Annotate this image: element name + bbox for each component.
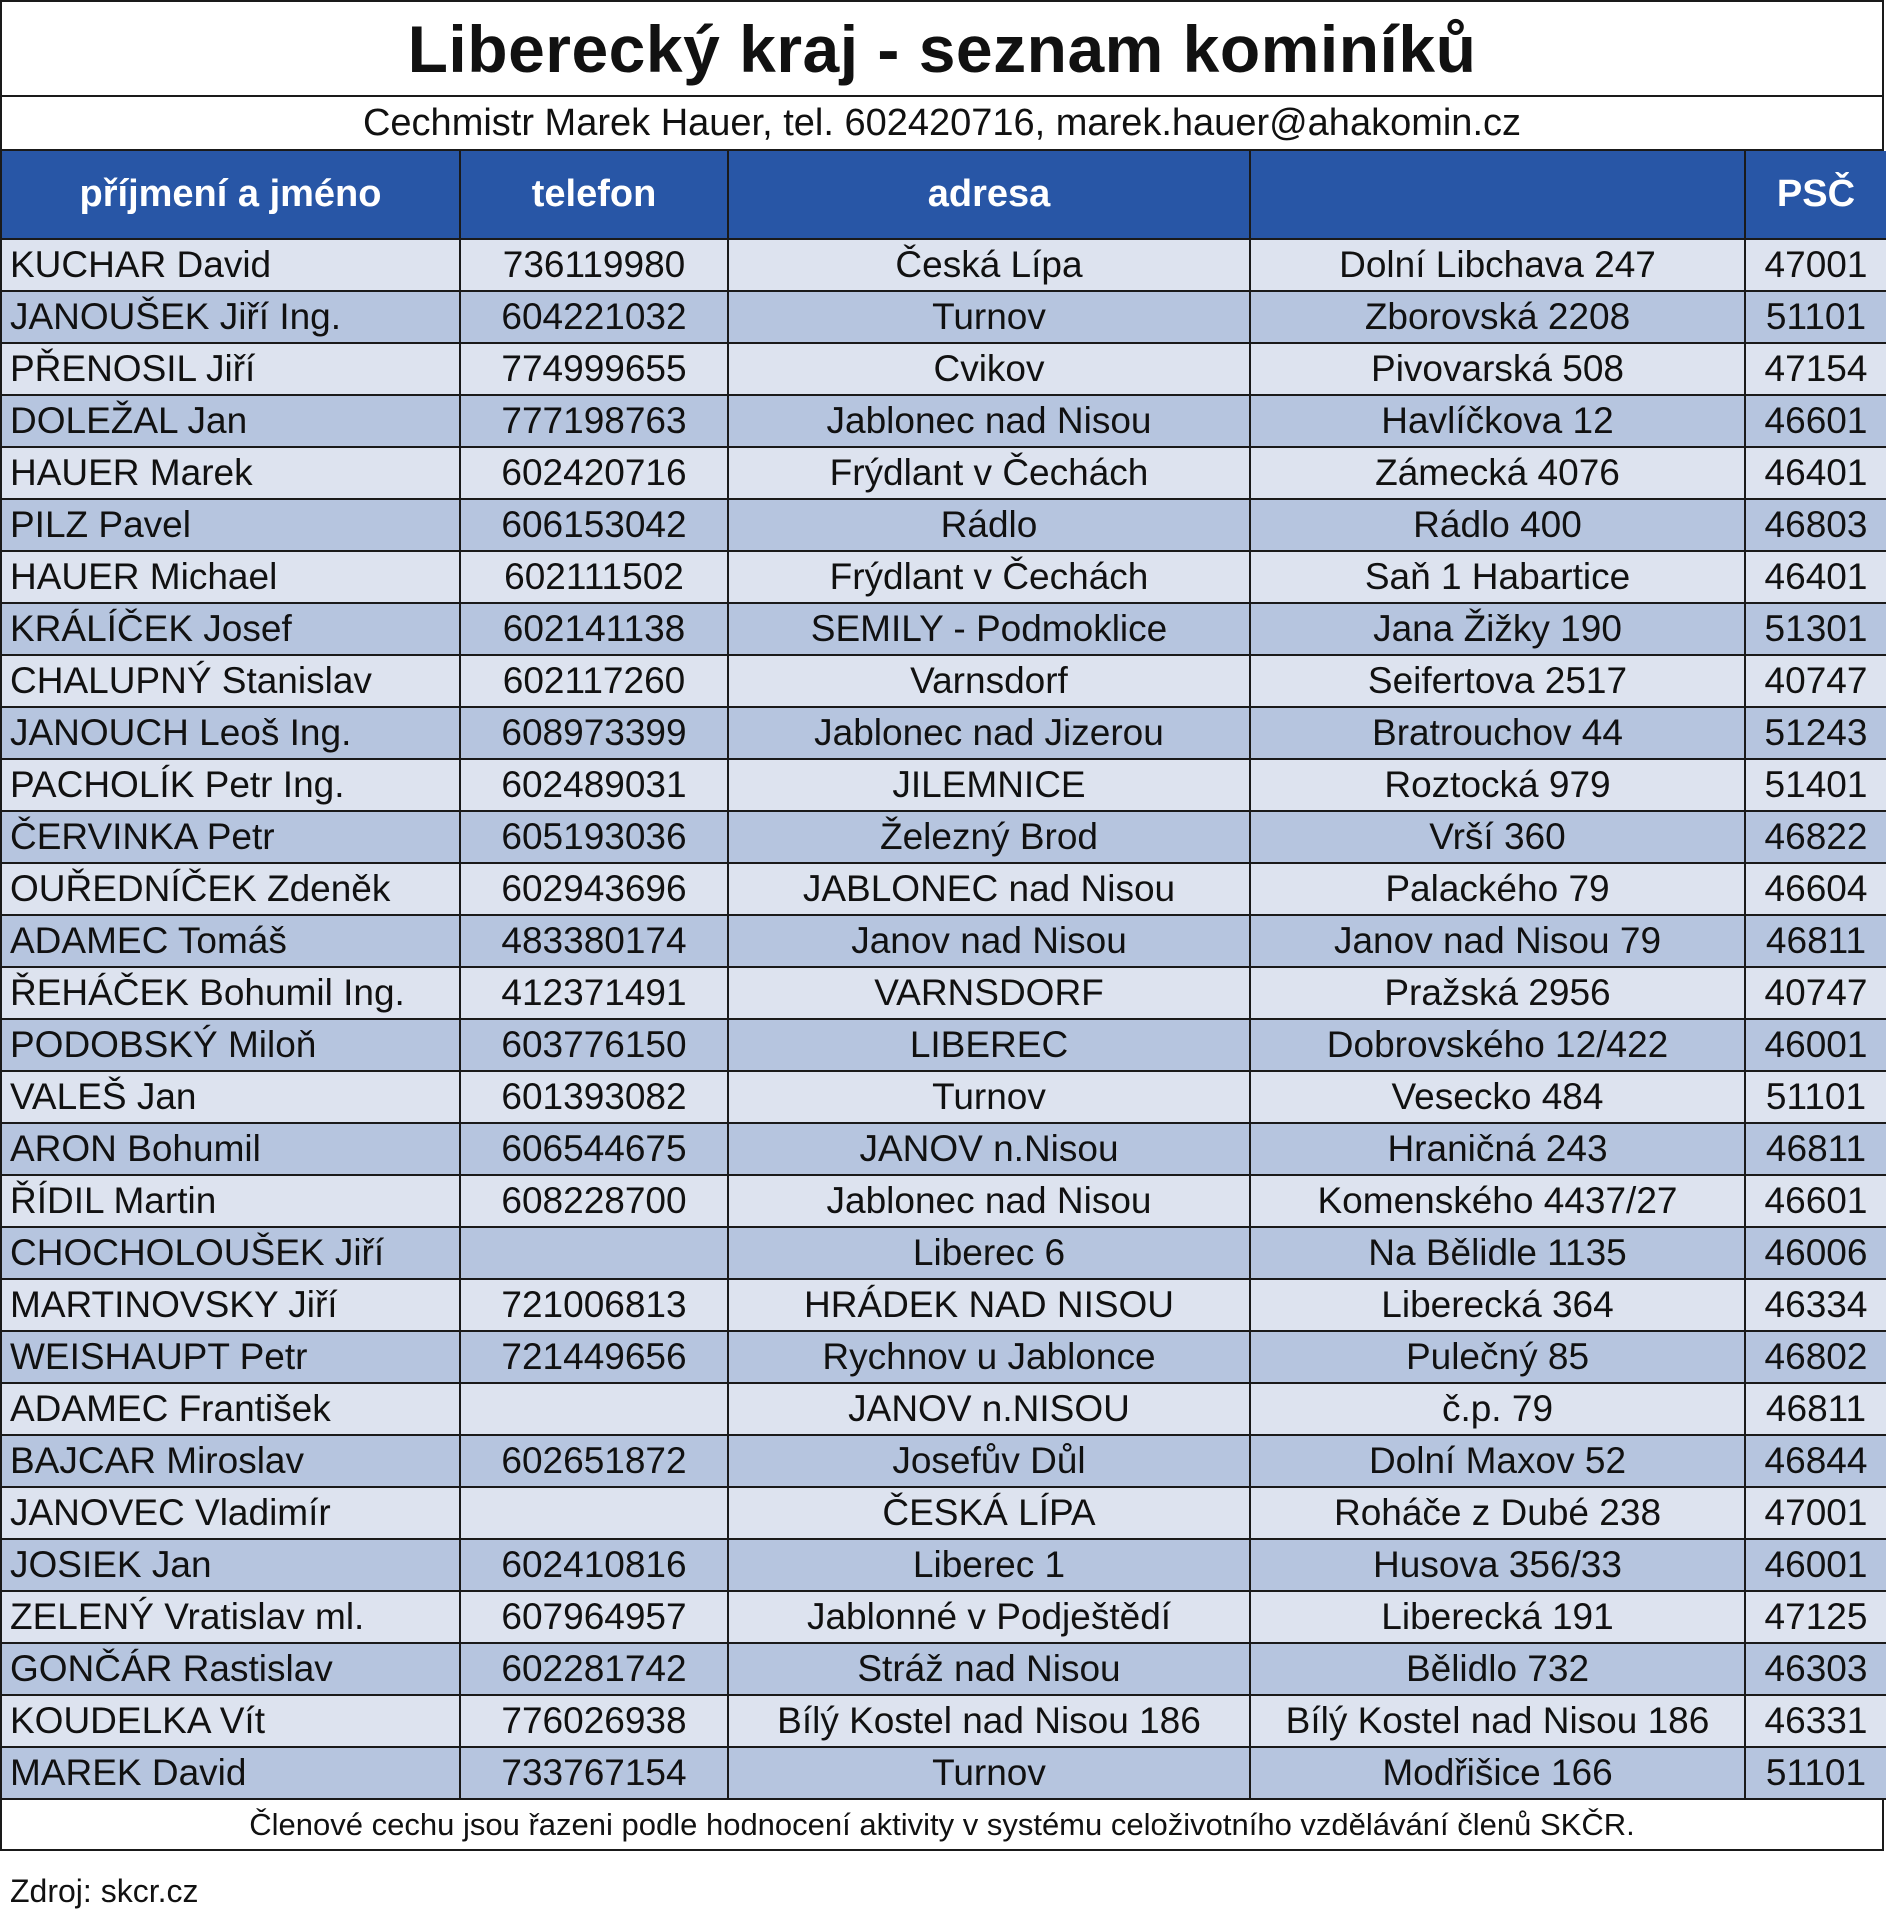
table-row	[2, 967, 1886, 1019]
cell-phone: 602410816	[460, 1539, 728, 1591]
table-row	[2, 915, 1886, 967]
table-row	[2, 1591, 1886, 1643]
table-row	[2, 1643, 1886, 1695]
cell-city: Stráž nad Nisou	[728, 1643, 1250, 1695]
cell-postal-code: 46601	[1745, 395, 1886, 447]
cell-street: Pivovarská 508	[1250, 343, 1745, 395]
cell-city: Turnov	[728, 1071, 1250, 1123]
cell-street: Vrší 360	[1250, 811, 1745, 863]
table-row	[2, 1435, 1886, 1487]
cell-street: Seifertova 2517	[1250, 655, 1745, 707]
page-title: Liberecký kraj - seznam kominíků	[2, 2, 1882, 97]
table-row	[2, 291, 1886, 343]
cell-phone: 412371491	[460, 967, 728, 1019]
header-address: adresa	[728, 151, 1250, 239]
cell-street: Havlíčkova 12	[1250, 395, 1745, 447]
cell-city: Turnov	[728, 291, 1250, 343]
cell-name: VALEŠ Jan	[2, 1071, 460, 1123]
cell-street: Hraničná 243	[1250, 1123, 1745, 1175]
cell-name: PILZ Pavel	[2, 499, 460, 551]
cell-street: Saň 1 Habartice	[1250, 551, 1745, 603]
cell-name: HAUER Marek	[2, 447, 460, 499]
table-row	[2, 239, 1886, 291]
cell-city: Josefův Důl	[728, 1435, 1250, 1487]
cell-postal-code: 47001	[1745, 239, 1886, 291]
cell-name: ŘÍDIL Martin	[2, 1175, 460, 1227]
cell-name: JANOUŠEK Jiří Ing.	[2, 291, 460, 343]
cell-postal-code: 46811	[1745, 1383, 1886, 1435]
cell-name: PACHOLÍK Petr Ing.	[2, 759, 460, 811]
cell-city: Jablonné v Podještědí	[728, 1591, 1250, 1643]
cell-city: ČESKÁ LÍPA	[728, 1487, 1250, 1539]
cell-city: JANOV n.Nisou	[728, 1123, 1250, 1175]
cell-postal-code: 47125	[1745, 1591, 1886, 1643]
cell-street: Dobrovského 12/422	[1250, 1019, 1745, 1071]
cell-city: JANOV n.NISOU	[728, 1383, 1250, 1435]
cell-city: Rychnov u Jablonce	[728, 1331, 1250, 1383]
cell-street: Jana Žižky 190	[1250, 603, 1745, 655]
table-row	[2, 655, 1886, 707]
cell-phone: 605193036	[460, 811, 728, 863]
cell-phone: 602117260	[460, 655, 728, 707]
cell-street: Pulečný 85	[1250, 1331, 1745, 1383]
cell-phone	[460, 1383, 728, 1435]
cell-city: Janov nad Nisou	[728, 915, 1250, 967]
table-row	[2, 603, 1886, 655]
cell-phone: 606544675	[460, 1123, 728, 1175]
cell-phone: 602281742	[460, 1643, 728, 1695]
cell-name: PŘENOSIL Jiří	[2, 343, 460, 395]
cell-phone: 774999655	[460, 343, 728, 395]
cell-phone: 603776150	[460, 1019, 728, 1071]
cell-name: MARTINOVSKY Jiří	[2, 1279, 460, 1331]
cell-street: Palackého 79	[1250, 863, 1745, 915]
chimney-sweeps-table	[2, 151, 1886, 1800]
cell-phone: 483380174	[460, 915, 728, 967]
cell-street: Vesecko 484	[1250, 1071, 1745, 1123]
cell-name: CHALUPNÝ Stanislav	[2, 655, 460, 707]
source-note: Zdroj: skcr.cz	[10, 1873, 199, 1909]
cell-postal-code: 46802	[1745, 1331, 1886, 1383]
cell-name: WEISHAUPT Petr	[2, 1331, 460, 1383]
cell-street: Roháče z Dubé 238	[1250, 1487, 1745, 1539]
cell-phone: 602651872	[460, 1435, 728, 1487]
table-row	[2, 1487, 1886, 1539]
cell-city: LIBEREC	[728, 1019, 1250, 1071]
cell-city: Rádlo	[728, 499, 1250, 551]
cell-street: Bratrouchov 44	[1250, 707, 1745, 759]
cell-name: GONČÁR Rastislav	[2, 1643, 460, 1695]
cell-city: Jablonec nad Nisou	[728, 1175, 1250, 1227]
cell-name: KOUDELKA Vít	[2, 1695, 460, 1747]
cell-postal-code: 47001	[1745, 1487, 1886, 1539]
table-row	[2, 1331, 1886, 1383]
cell-name: PODOBSKÝ Miloň	[2, 1019, 460, 1071]
cell-phone: 777198763	[460, 395, 728, 447]
cell-street: Rádlo 400	[1250, 499, 1745, 551]
cell-postal-code: 47154	[1745, 343, 1886, 395]
cell-name: BAJCAR Miroslav	[2, 1435, 460, 1487]
cell-postal-code: 46334	[1745, 1279, 1886, 1331]
cell-postal-code: 40747	[1745, 655, 1886, 707]
cell-postal-code: 40747	[1745, 967, 1886, 1019]
cell-postal-code: 46303	[1745, 1643, 1886, 1695]
cell-street: Na Bělidle 1135	[1250, 1227, 1745, 1279]
cell-city: SEMILY - Podmoklice	[728, 603, 1250, 655]
cell-phone: 721006813	[460, 1279, 728, 1331]
cell-street: Liberecká 364	[1250, 1279, 1745, 1331]
cell-street: Roztocká 979	[1250, 759, 1745, 811]
cell-name: ŘEHÁČEK Bohumil Ing.	[2, 967, 460, 1019]
cell-name: ADAMEC František	[2, 1383, 460, 1435]
cell-postal-code: 46001	[1745, 1539, 1886, 1591]
cell-city: HRÁDEK NAD NISOU	[728, 1279, 1250, 1331]
cell-name: OUŘEDNÍČEK Zdeněk	[2, 863, 460, 915]
cell-postal-code: 51101	[1745, 291, 1886, 343]
cell-phone: 604221032	[460, 291, 728, 343]
cell-phone: 602489031	[460, 759, 728, 811]
table-row	[2, 499, 1886, 551]
table-row	[2, 707, 1886, 759]
cell-postal-code: 51101	[1745, 1071, 1886, 1123]
cell-city: Jablonec nad Nisou	[728, 395, 1250, 447]
cell-name: ZELENÝ Vratislav ml.	[2, 1591, 460, 1643]
cell-postal-code: 46604	[1745, 863, 1886, 915]
cell-postal-code: 46401	[1745, 447, 1886, 499]
table-row	[2, 1747, 1886, 1799]
cell-name: KRÁLÍČEK Josef	[2, 603, 460, 655]
cell-street: Liberecká 191	[1250, 1591, 1745, 1643]
cell-phone: 721449656	[460, 1331, 728, 1383]
cell-city: Jablonec nad Jizerou	[728, 707, 1250, 759]
cell-city: JABLONEC nad Nisou	[728, 863, 1250, 915]
cell-phone: 776026938	[460, 1695, 728, 1747]
table-row	[2, 759, 1886, 811]
cell-city: Česká Lípa	[728, 239, 1250, 291]
cell-city: Bílý Kostel nad Nisou 186	[728, 1695, 1250, 1747]
cell-phone: 608973399	[460, 707, 728, 759]
cell-postal-code: 46803	[1745, 499, 1886, 551]
cell-phone: 602943696	[460, 863, 728, 915]
cell-phone: 736119980	[460, 239, 728, 291]
cell-postal-code: 46844	[1745, 1435, 1886, 1487]
table-row	[2, 1695, 1886, 1747]
cell-phone: 602111502	[460, 551, 728, 603]
cell-phone: 601393082	[460, 1071, 728, 1123]
cell-postal-code: 46811	[1745, 915, 1886, 967]
cell-city: Cvikov	[728, 343, 1250, 395]
table-row	[2, 811, 1886, 863]
cell-street: Komenského 4437/27	[1250, 1175, 1745, 1227]
table-row	[2, 1279, 1886, 1331]
cell-street: Dolní Libchava 247	[1250, 239, 1745, 291]
cell-street: Modřišice 166	[1250, 1747, 1745, 1799]
cell-name: JOSIEK Jan	[2, 1539, 460, 1591]
table-row	[2, 1071, 1886, 1123]
cell-name: JANOVEC Vladimír	[2, 1487, 460, 1539]
cell-phone	[460, 1227, 728, 1279]
cell-name: ČERVINKA Petr	[2, 811, 460, 863]
table-row	[2, 395, 1886, 447]
table-row	[2, 1123, 1886, 1175]
cell-name: ADAMEC Tomáš	[2, 915, 460, 967]
cell-street: č.p. 79	[1250, 1383, 1745, 1435]
cell-postal-code: 46601	[1745, 1175, 1886, 1227]
cell-city: Liberec 1	[728, 1539, 1250, 1591]
cell-city: Liberec 6	[728, 1227, 1250, 1279]
cell-phone: 606153042	[460, 499, 728, 551]
cell-street: Zborovská 2208	[1250, 291, 1745, 343]
cell-street: Pražská 2956	[1250, 967, 1745, 1019]
cell-street: Husova 356/33	[1250, 1539, 1745, 1591]
cell-postal-code: 46401	[1745, 551, 1886, 603]
cell-name: MAREK David	[2, 1747, 460, 1799]
table-row	[2, 447, 1886, 499]
cell-street: Bělidlo 732	[1250, 1643, 1745, 1695]
header-postal-code: PSČ	[1745, 151, 1886, 239]
table-row	[2, 1019, 1886, 1071]
cell-city: Frýdlant v Čechách	[728, 551, 1250, 603]
cell-postal-code: 46006	[1745, 1227, 1886, 1279]
cell-postal-code: 46331	[1745, 1695, 1886, 1747]
footnote: Členové cechu jsou řazeni podle hodnocení aktivity v systému celoživotního vzdělávání členů SKČR.	[2, 1800, 1882, 1849]
cell-city: Turnov	[728, 1747, 1250, 1799]
cell-phone: 733767154	[460, 1747, 728, 1799]
header-name: příjmení a jméno	[2, 151, 460, 239]
header-phone: telefon	[460, 151, 728, 239]
cell-phone: 602420716	[460, 447, 728, 499]
table-header-row	[2, 151, 1886, 239]
cell-name: ARON Bohumil	[2, 1123, 460, 1175]
guild-master-contact: Cechmistr Marek Hauer, tel. 602420716, marek.hauer@ahakomin.cz	[2, 97, 1882, 151]
cell-phone: 607964957	[460, 1591, 728, 1643]
table-row	[2, 863, 1886, 915]
cell-phone	[460, 1487, 728, 1539]
cell-street: Zámecká 4076	[1250, 447, 1745, 499]
table-row	[2, 1383, 1886, 1435]
cell-city: Železný Brod	[728, 811, 1250, 863]
cell-phone: 602141138	[460, 603, 728, 655]
cell-postal-code: 51401	[1745, 759, 1886, 811]
cell-city: Varnsdorf	[728, 655, 1250, 707]
cell-street: Janov nad Nisou 79	[1250, 915, 1745, 967]
cell-postal-code: 51101	[1745, 1747, 1886, 1799]
cell-name: KUCHAR David	[2, 239, 460, 291]
cell-name: CHOCHOLOUŠEK Jiří	[2, 1227, 460, 1279]
cell-city: JILEMNICE	[728, 759, 1250, 811]
cell-postal-code: 46001	[1745, 1019, 1886, 1071]
table-body	[2, 239, 1886, 1799]
cell-name: DOLEŽAL Jan	[2, 395, 460, 447]
cell-city: Frýdlant v Čechách	[728, 447, 1250, 499]
cell-postal-code: 51243	[1745, 707, 1886, 759]
table-row	[2, 1175, 1886, 1227]
cell-name: JANOUCH Leoš Ing.	[2, 707, 460, 759]
cell-postal-code: 46822	[1745, 811, 1886, 863]
header-street	[1250, 151, 1745, 239]
table-row	[2, 1227, 1886, 1279]
cell-postal-code: 46811	[1745, 1123, 1886, 1175]
table-row	[2, 1539, 1886, 1591]
cell-phone: 608228700	[460, 1175, 728, 1227]
cell-street: Bílý Kostel nad Nisou 186	[1250, 1695, 1745, 1747]
table-row	[2, 551, 1886, 603]
cell-city: VARNSDORF	[728, 967, 1250, 1019]
cell-street: Dolní Maxov 52	[1250, 1435, 1745, 1487]
table-row	[2, 343, 1886, 395]
cell-postal-code: 51301	[1745, 603, 1886, 655]
cell-name: HAUER Michael	[2, 551, 460, 603]
